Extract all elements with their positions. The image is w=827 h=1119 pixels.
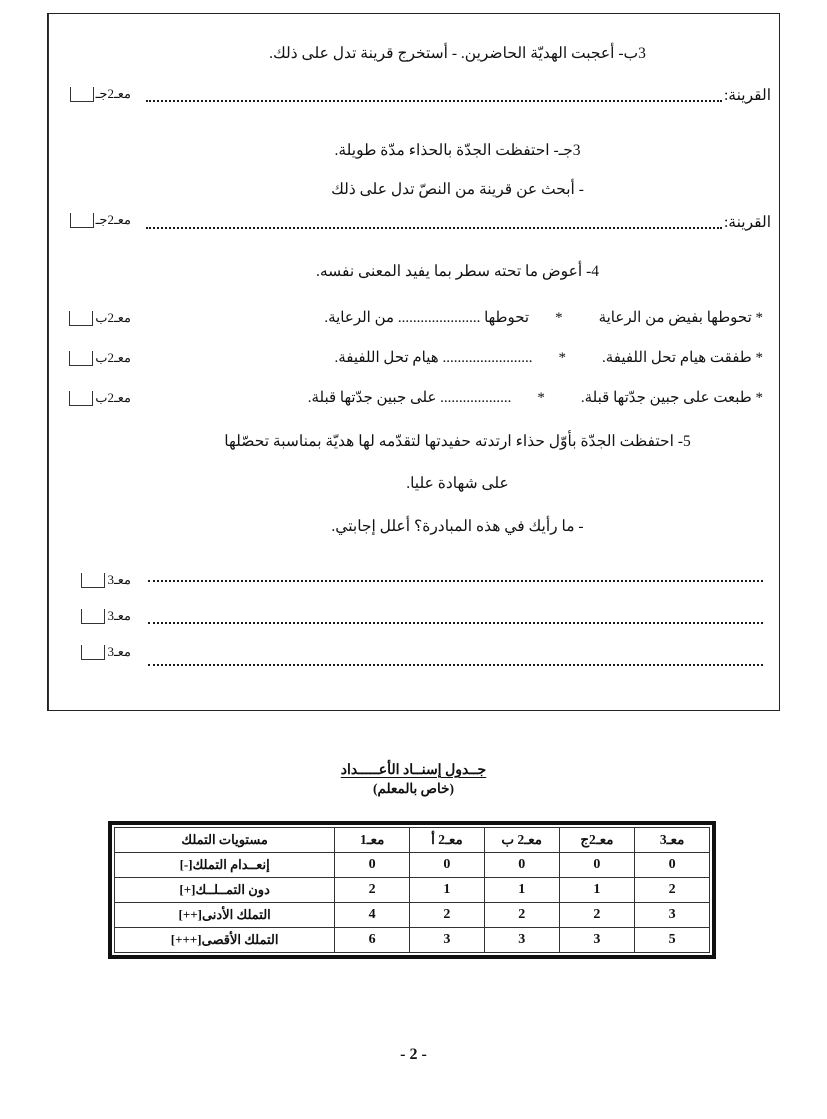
mark-cell-q4-item3[interactable] <box>49 390 136 406</box>
item-blank[interactable]: ...................... <box>397 310 481 326</box>
score-table-head <box>115 828 710 853</box>
score-table-body <box>115 853 710 953</box>
cell-value: 0 <box>335 853 410 878</box>
mark-entry-slot[interactable] <box>70 87 94 102</box>
answer-line[interactable] <box>136 213 779 233</box>
bullet-star: * <box>558 350 566 366</box>
mark-entry-slot[interactable] <box>70 213 94 228</box>
item-original-sentence: * طفقت هيام تحل اللفيفة. <box>601 350 763 366</box>
question-3c-text: 3جـ- احتفظت الجدّة بالحذاء مدّة طويلة. <box>334 142 581 159</box>
answer-label: القرينة: <box>723 87 771 104</box>
answer-dotted-field[interactable] <box>146 227 722 229</box>
cell-value: 2 <box>410 903 485 928</box>
cell-level-label: التملك الأقصى[+++] <box>115 928 335 953</box>
table-row <box>115 878 710 903</box>
bullet-star: * <box>555 310 563 326</box>
mark-label: معـ2ب <box>95 350 131 365</box>
mark-label: معـ2ب <box>95 390 131 405</box>
question-4-item-2[interactable] <box>136 348 779 367</box>
substitution-row <box>136 308 779 327</box>
cell-value: 2 <box>559 903 635 928</box>
item-blank[interactable]: ................... <box>440 390 512 406</box>
header-cell-0: معـ3 <box>635 828 710 853</box>
score-table <box>114 827 710 953</box>
cell-value: 0 <box>410 853 485 878</box>
item-suffix: هيام تحل اللفيفة. <box>334 350 439 366</box>
substitution-row <box>136 388 779 407</box>
cell-value: 0 <box>635 853 710 878</box>
cell-value: 3 <box>635 903 710 928</box>
score-table-title: جــدول إسنــاد الأعـــــداد <box>340 763 487 778</box>
bullet-star: * <box>537 390 545 406</box>
substitution-row <box>136 348 779 367</box>
question-3c <box>136 141 779 162</box>
cell-value: 3 <box>484 928 559 953</box>
answer-label: القرينة: <box>723 214 771 231</box>
mark-label: معـ2ب <box>95 310 131 325</box>
cell-level-label: إنعــدام التملك[-] <box>115 853 335 878</box>
mark-label: معـ3 <box>107 572 131 587</box>
mark-cell-q3b[interactable] <box>49 86 136 102</box>
question-4-item-1[interactable] <box>136 308 779 327</box>
question-5-line-1 <box>136 432 779 453</box>
marks-column <box>48 14 136 710</box>
table-header-row <box>115 828 710 853</box>
cell-value: 1 <box>484 878 559 903</box>
answer-line[interactable] <box>136 86 779 106</box>
mark-cell-q5-line2[interactable] <box>49 608 136 624</box>
table-row <box>115 903 710 928</box>
cell-value: 0 <box>559 853 635 878</box>
mark-label: معـ2جـ <box>95 212 131 227</box>
score-table-container <box>108 821 716 959</box>
item-answer-slot[interactable] <box>334 348 532 367</box>
cell-value: 5 <box>635 928 710 953</box>
header-cell-3: معـ2 أ <box>410 828 485 853</box>
mark-cell-q3c[interactable] <box>49 212 136 228</box>
score-table-heading <box>0 762 827 797</box>
cell-value: 4 <box>335 903 410 928</box>
mark-entry-slot[interactable] <box>81 573 105 588</box>
item-prefix: تحوطها <box>484 310 530 326</box>
cell-value: 3 <box>410 928 485 953</box>
mark-cell-q5-line1[interactable] <box>49 572 136 588</box>
questions-column <box>136 14 779 710</box>
answer-dotted-field[interactable] <box>146 100 722 102</box>
mark-cell-q4-item1[interactable] <box>49 310 136 326</box>
header-cell-2: معـ2 ب <box>484 828 559 853</box>
header-cell-1: معـ2ج <box>559 828 635 853</box>
table-row <box>115 853 710 878</box>
cell-level-label: دون التمــلــك[+] <box>115 878 335 903</box>
cell-value: 3 <box>559 928 635 953</box>
question-3c-text2: - أبحث عن قرينة من النصّ تدل على ذلك <box>331 181 584 198</box>
header-cell-levels: مستويات التملك <box>115 828 335 853</box>
question-5-text-line2: على شهادة عليا. <box>406 475 509 492</box>
free-response-line-3[interactable] <box>148 664 763 666</box>
cell-value: 0 <box>484 853 559 878</box>
question-5-text-line3: - ما رأيك في هذه المبادرة؟ أعلل إجابتي. <box>331 518 584 535</box>
cell-value: 6 <box>335 928 410 953</box>
mark-label: معـ3 <box>107 644 131 659</box>
question-3c-subtext <box>136 180 779 201</box>
free-response-line-1[interactable] <box>148 580 763 582</box>
mark-label: معـ3 <box>107 608 131 623</box>
cell-level-label: التملك الأدنى[++] <box>115 903 335 928</box>
cell-value: 2 <box>635 878 710 903</box>
score-table-subtitle: (خاص بالمعلم) <box>373 781 454 796</box>
question-5-line-3 <box>136 517 779 538</box>
question-4-text: 4- أعوض ما تحته سطر بما يفيد المعنى نفسه. <box>316 263 599 280</box>
cell-value: 1 <box>410 878 485 903</box>
cell-value: 2 <box>335 878 410 903</box>
table-row <box>115 928 710 953</box>
cell-value: 2 <box>484 903 559 928</box>
mark-entry-slot[interactable] <box>69 351 93 366</box>
question-4 <box>136 262 779 283</box>
header-cell-4: معـ1 <box>335 828 410 853</box>
item-suffix: من الرعاية. <box>324 310 395 326</box>
mark-entry-slot[interactable] <box>81 609 105 624</box>
question-5-line-2 <box>136 474 779 495</box>
question-3b-text: 3ب- أعجبت الهديّة الحاضرين. - أستخرج قرينة تدل على ذلك. <box>269 45 646 62</box>
item-blank[interactable]: ........................ <box>442 350 533 366</box>
mark-entry-slot[interactable] <box>81 645 105 660</box>
page-number: - 2 - <box>400 1046 427 1063</box>
free-response-line-2[interactable] <box>148 622 763 624</box>
mark-entry-slot[interactable] <box>69 391 93 406</box>
exam-content-box <box>47 13 780 711</box>
item-answer-slot[interactable] <box>308 388 512 407</box>
cell-value: 1 <box>559 878 635 903</box>
question-3b-answer-line[interactable] <box>136 86 779 106</box>
mark-entry-slot[interactable] <box>69 311 93 326</box>
mark-cell-q4-item2[interactable] <box>49 350 136 366</box>
mark-label: معـ2جـ <box>95 86 131 101</box>
question-3c-answer-line[interactable] <box>136 213 779 233</box>
item-original-sentence: * تحوطها بفيض من الرعاية <box>598 310 763 326</box>
question-4-item-3[interactable] <box>136 388 779 407</box>
item-answer-slot[interactable] <box>324 308 529 327</box>
mark-cell-q5-line3[interactable] <box>49 644 136 660</box>
item-suffix: على جبين جدّتها قبلة. <box>307 390 437 406</box>
question-5-text-line1: 5- احتفظت الجدّة بأوّل حذاء ارتدته حفيدتها لتقدّمه لها هديّة بمناسبة تحصّلها <box>224 433 691 450</box>
item-original-sentence: * طبعت على جبين جدّتها قبلة. <box>580 390 763 406</box>
question-3b <box>136 44 779 65</box>
